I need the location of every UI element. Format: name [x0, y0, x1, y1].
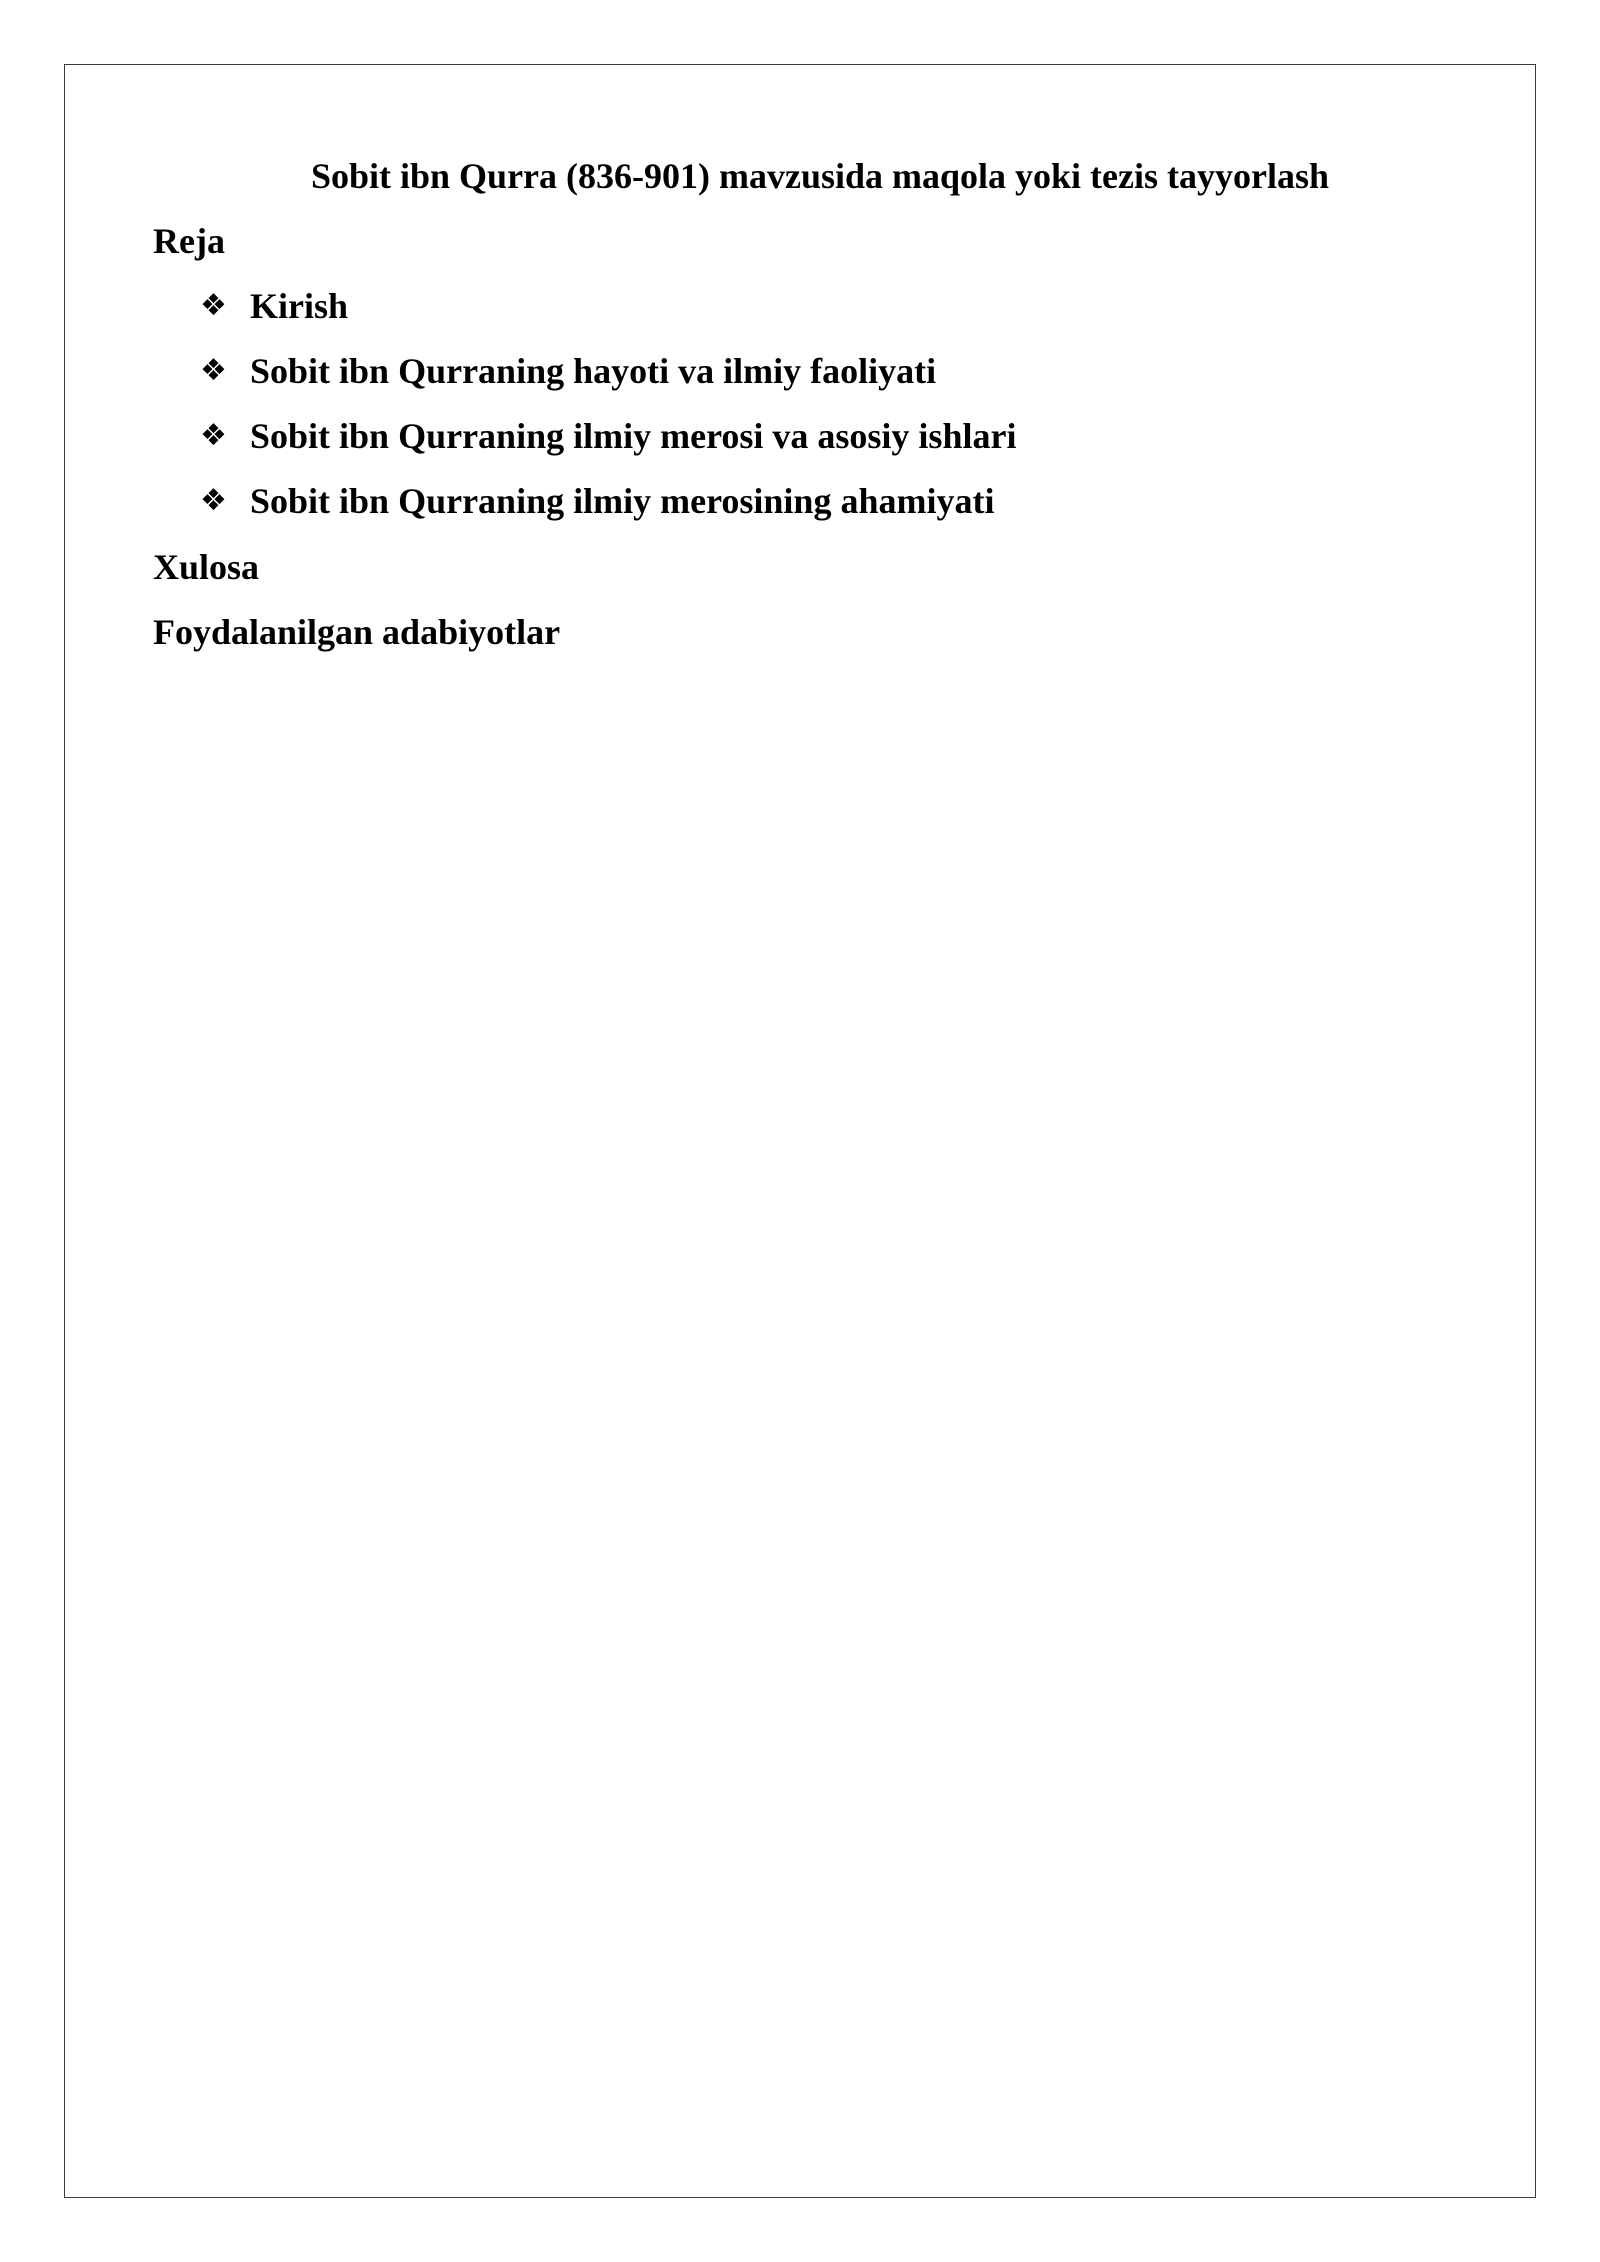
- diamond-bullet-icon: ❖: [200, 418, 227, 453]
- diamond-bullet-icon: ❖: [200, 288, 227, 323]
- plan-item-introduction: [200, 280, 1016, 332]
- diamond-bullet-icon: ❖: [200, 483, 227, 518]
- document-title: Sobit ibn Qurra (836-901) mavzusida maqola yoki tezis tayyorlash: [310, 156, 1330, 196]
- diamond-bullet-icon: ❖: [200, 353, 227, 388]
- plan-item-label: Sobit ibn Qurraning ilmiy merosi va asosiy ishlari: [250, 416, 1017, 456]
- plan-item-legacy-significance: [200, 475, 1016, 527]
- plan-item-label: Sobit ibn Qurraning hayoti va ilmiy faoliyati: [250, 351, 937, 391]
- plan-list: [200, 280, 1016, 540]
- references-heading: Foydalanilgan adabiyotlar: [153, 612, 561, 652]
- plan-item-scientific-legacy: [200, 410, 1016, 462]
- conclusion-heading: Xulosa: [153, 547, 260, 587]
- plan-item-label: Sobit ibn Qurraning ilmiy merosining ahamiyati: [250, 481, 995, 521]
- plan-heading: Reja: [153, 221, 225, 261]
- plan-item-life-and-activity: [200, 345, 1016, 397]
- plan-item-label: Kirish: [250, 286, 349, 326]
